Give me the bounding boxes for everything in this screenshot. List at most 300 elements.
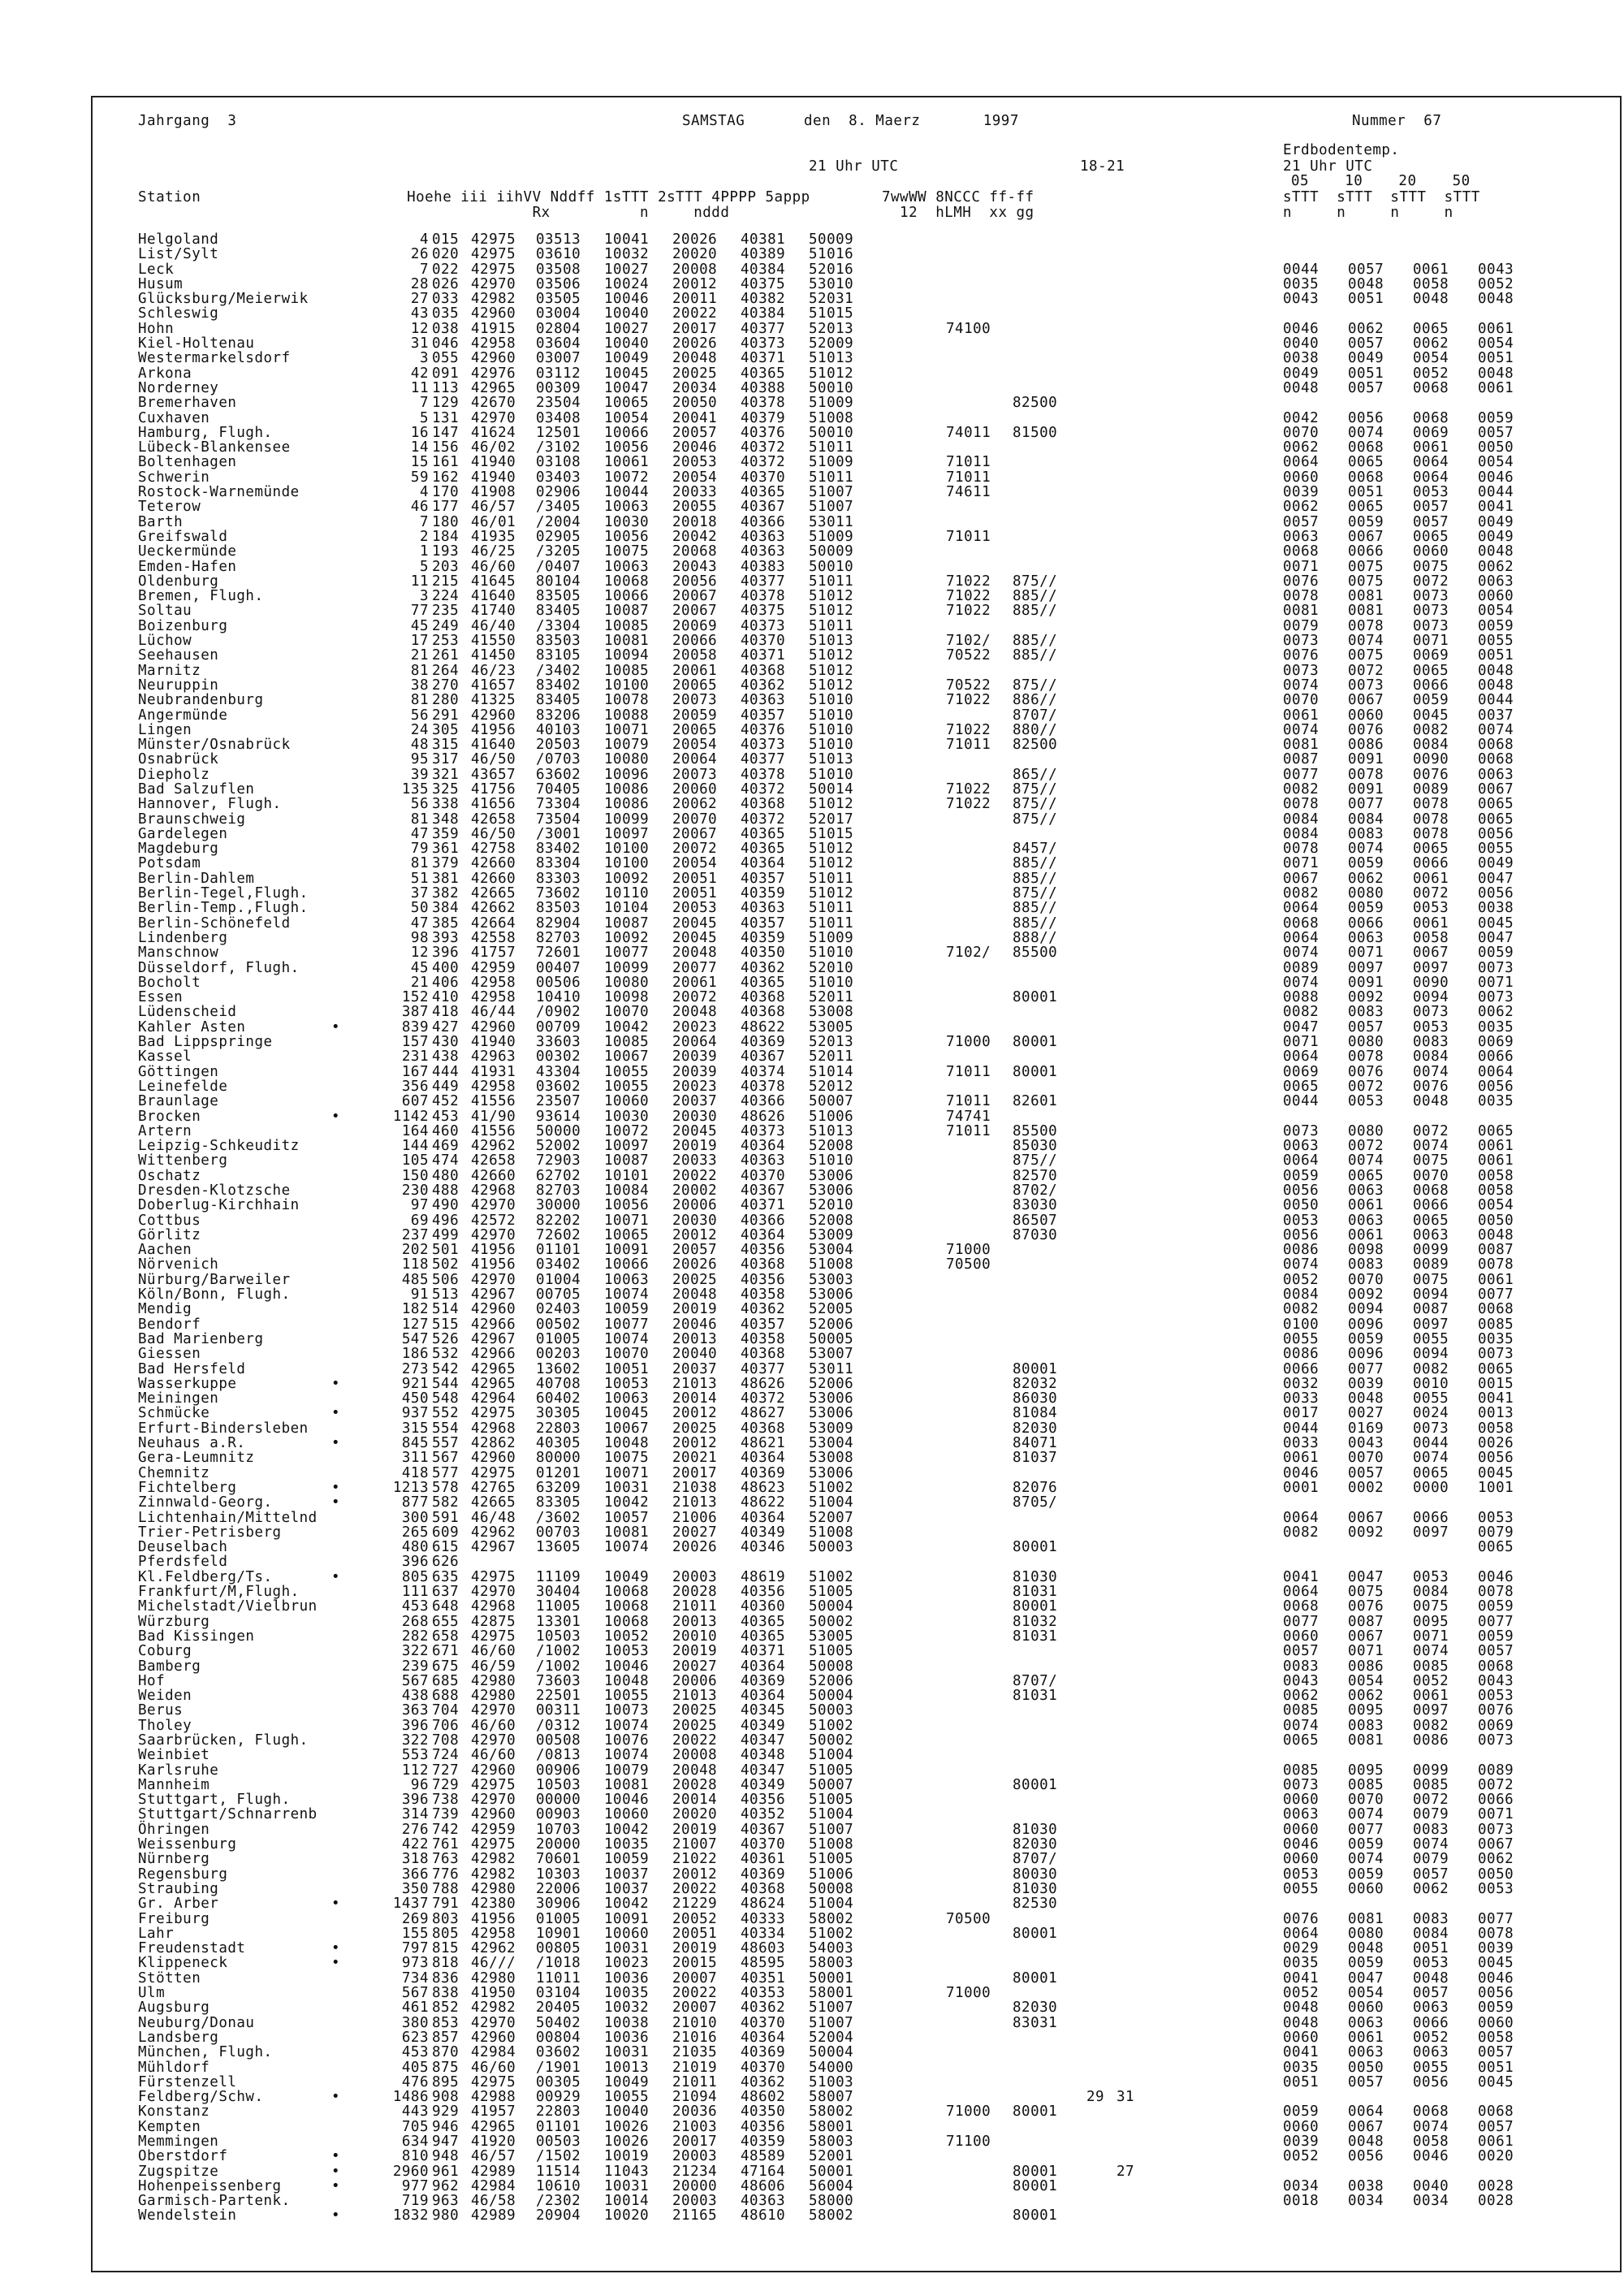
station-row xyxy=(0,1481,1624,1495)
soil-10: 0098 xyxy=(1348,1242,1384,1259)
station-name: Michelstadt/Vielbrun xyxy=(138,1598,317,1615)
group-1sttt: 10066 xyxy=(604,588,650,605)
group-nddff: 40305 xyxy=(536,1435,581,1452)
group-2sttt: 20012 xyxy=(672,1865,718,1883)
soil-10: 0048 xyxy=(1348,275,1384,292)
group-5appp: 51009 xyxy=(809,528,854,545)
group-iihvv: 42958 xyxy=(471,989,516,1006)
soil-05: 0100 xyxy=(1283,1316,1320,1333)
station-row xyxy=(0,1153,1624,1168)
group-4pppp: 40372 xyxy=(741,1390,786,1407)
station-name: Lüdenscheid xyxy=(138,1004,237,1021)
station-id: 270 xyxy=(432,677,460,694)
group-iihvv: 42966 xyxy=(471,1346,516,1363)
soil-10: 0095 xyxy=(1348,1762,1384,1779)
group-2sttt: 20051 xyxy=(672,885,718,902)
station-name: Weiden xyxy=(138,1688,192,1705)
soil-10: 0071 xyxy=(1348,1643,1384,1660)
soil-10: 0084 xyxy=(1348,811,1384,828)
group-2sttt: 21007 xyxy=(672,1836,718,1853)
soil-50: 0054 xyxy=(1478,603,1514,620)
station-id: 444 xyxy=(432,1063,460,1080)
station-row xyxy=(0,1540,1624,1554)
group-1sttt: 10026 xyxy=(604,2118,650,2135)
station-id: 948 xyxy=(432,2148,460,2165)
group-iihvv: 41/90 xyxy=(471,1108,516,1125)
station-name: Bad Salzuflen xyxy=(138,780,255,798)
group-nddff: 11005 xyxy=(536,1598,581,1615)
station-id: 438 xyxy=(432,1048,460,1066)
elevation: 921 xyxy=(401,1375,429,1392)
station-name: Manschnow xyxy=(138,945,219,962)
group-4pppp: 40359 xyxy=(741,885,786,902)
station-id: 170 xyxy=(432,484,460,501)
station-row xyxy=(0,1659,1624,1674)
group-nddff: 83402 xyxy=(536,841,581,858)
soil-50: 0065 xyxy=(1478,1122,1514,1139)
soil-20: 0082 xyxy=(1413,1717,1449,1734)
station-id: 708 xyxy=(432,1731,460,1749)
soil-50: 0057 xyxy=(1478,1643,1514,1660)
soil-10: 0081 xyxy=(1348,1910,1384,1927)
station-name: Zinnwald-Georg. xyxy=(138,1494,273,1511)
station-row xyxy=(0,1317,1624,1332)
group-iihvv: 41931 xyxy=(471,1063,516,1080)
soil-20: 0052 xyxy=(1413,2029,1449,2046)
group-iihvv: 41935 xyxy=(471,528,516,545)
group-1sttt: 10074 xyxy=(604,1330,650,1347)
group-2sttt: 20064 xyxy=(672,751,718,768)
soil-05: 0069 xyxy=(1283,1063,1320,1080)
group-1sttt: 10085 xyxy=(604,662,650,679)
soil-50: 0071 xyxy=(1478,974,1514,991)
station-row xyxy=(0,797,1624,811)
station-row xyxy=(0,277,1624,292)
elevation: 46 xyxy=(410,499,429,516)
elevation: 150 xyxy=(401,1167,429,1184)
station-row xyxy=(0,2194,1624,2208)
elevation: 805 xyxy=(401,1568,429,1585)
station-name: Diepholz xyxy=(138,766,210,783)
station-row xyxy=(0,455,1624,469)
soil-10: 0002 xyxy=(1348,1479,1384,1496)
station-name: Saarbrücken, Flugh. xyxy=(138,1731,309,1749)
station-name: Leinefelde xyxy=(138,1078,228,1095)
elevation: 11 xyxy=(410,573,429,590)
group-2sttt: 20017 xyxy=(672,1464,718,1481)
group-8nccc: 81030 xyxy=(1013,1821,1058,1838)
group-2sttt: 20030 xyxy=(672,1212,718,1229)
group-1sttt: 10077 xyxy=(604,1316,650,1333)
group-2sttt: 20048 xyxy=(672,350,718,367)
group-nddff: 23507 xyxy=(536,1093,581,1110)
group-8nccc: 80001 xyxy=(1013,2177,1058,2194)
station-id: 338 xyxy=(432,796,460,813)
group-iihvv: 42765 xyxy=(471,1479,516,1496)
group-iihvv: 42968 xyxy=(471,1420,516,1437)
group-1sttt: 10036 xyxy=(604,2029,650,2046)
group-4pppp: 40347 xyxy=(741,1762,786,1779)
group-1sttt: 10070 xyxy=(604,1004,650,1021)
group-5appp: 53011 xyxy=(809,513,854,530)
elevation: 443 xyxy=(401,2103,429,2121)
soil-50: 0065 xyxy=(1478,796,1514,813)
group-8nccc: 85030 xyxy=(1013,1138,1058,1155)
group-5appp: 51006 xyxy=(809,1865,854,1883)
group-8nccc: 885// xyxy=(1013,914,1058,932)
group-iihvv: 42965 xyxy=(471,379,516,396)
soil-50: 0061 xyxy=(1478,2134,1514,2150)
group-1sttt: 10027 xyxy=(604,261,650,278)
group-nddff: 50000 xyxy=(536,1122,581,1139)
group-nddff: 83405 xyxy=(536,692,581,709)
soil-50: 0026 xyxy=(1478,1435,1514,1452)
group-2sttt: 20061 xyxy=(672,974,718,991)
group-nddff: /3001 xyxy=(536,825,581,842)
elevation: 396 xyxy=(401,1554,429,1571)
group-2sttt: 20054 xyxy=(672,737,718,754)
group-iihvv: 42975 xyxy=(471,2073,516,2090)
soil-20: 0060 xyxy=(1413,543,1449,560)
elevation: 98 xyxy=(410,929,429,946)
group-1sttt: 10068 xyxy=(604,1613,650,1630)
group-5appp: 51005 xyxy=(809,1762,854,1779)
group-5appp: 53009 xyxy=(809,1226,854,1243)
soil-05: 0082 xyxy=(1283,1524,1320,1541)
station-row xyxy=(0,752,1624,767)
group-1sttt: 10031 xyxy=(604,2044,650,2061)
soil-10: 0080 xyxy=(1348,1034,1384,1051)
station-name: Nörvenich xyxy=(138,1256,219,1273)
soil-05: 0055 xyxy=(1283,1880,1320,1897)
group-5appp: 52031 xyxy=(809,291,854,308)
group-1sttt: 10045 xyxy=(604,365,650,382)
soil-05: 0064 xyxy=(1283,1509,1320,1526)
soil-50: 0061 xyxy=(1478,1138,1514,1155)
high-station-mark: • xyxy=(331,2207,341,2224)
station-name: Schwerin xyxy=(138,469,210,486)
soil-10: 0034 xyxy=(1348,2193,1384,2210)
group-5appp: 53005 xyxy=(809,1018,854,1035)
elevation: 396 xyxy=(401,1792,429,1809)
soil-05: 0034 xyxy=(1283,2177,1320,2194)
soil-05: 0064 xyxy=(1283,454,1320,471)
group-5appp: 52008 xyxy=(809,1212,854,1229)
soil-50: 0056 xyxy=(1478,1985,1514,2002)
group-8nccc: 888// xyxy=(1013,929,1058,946)
group-1sttt: 11043 xyxy=(604,2163,650,2180)
soil-10: 0094 xyxy=(1348,1301,1384,1318)
soil-10: 0067 xyxy=(1348,1628,1384,1645)
group-8nccc: 8457/ xyxy=(1013,841,1058,858)
elevation: 15 xyxy=(410,454,429,471)
group-iihvv: 42962 xyxy=(471,1940,516,1957)
group-iihvv: 41556 xyxy=(471,1122,516,1139)
group-iihvv: 42960 xyxy=(471,1450,516,1467)
group-5appp: 51004 xyxy=(809,1747,854,1764)
elevation: 95 xyxy=(410,751,429,768)
station-id: 193 xyxy=(432,543,460,560)
soil-20: 0084 xyxy=(1413,737,1449,754)
soil-10: 0054 xyxy=(1348,1672,1384,1689)
group-nddff: 20503 xyxy=(536,737,581,754)
soil-50: 0073 xyxy=(1478,1731,1514,1749)
group-1sttt: 10061 xyxy=(604,454,650,471)
group-nddff: 83503 xyxy=(536,633,581,650)
station-table xyxy=(0,232,1624,2224)
group-iihvv: 46/50 xyxy=(471,825,516,842)
group-iihvv: 41645 xyxy=(471,573,516,590)
group-2sttt: 20030 xyxy=(672,1108,718,1125)
soil-50: 0069 xyxy=(1478,1717,1514,1734)
group-5appp: 51010 xyxy=(809,945,854,962)
group-7wwww: 71011 xyxy=(946,1122,991,1139)
soil-05: 0042 xyxy=(1283,409,1320,426)
soil-50: 0045 xyxy=(1478,1464,1514,1481)
station-name: Regensburg xyxy=(138,1865,228,1883)
station-name: Braunlage xyxy=(138,1093,219,1110)
group-nddff: 13605 xyxy=(536,1539,581,1556)
group-iihvv: 46/59 xyxy=(471,1658,516,1675)
group-1sttt: 10091 xyxy=(604,1910,650,1927)
station-name: Cottbus xyxy=(138,1212,201,1229)
group-1sttt: 10023 xyxy=(604,1955,650,1972)
group-2sttt: 21234 xyxy=(672,2163,718,2180)
group-1sttt: 10087 xyxy=(604,914,650,932)
station-row xyxy=(0,426,1624,440)
group-5appp: 50008 xyxy=(809,1658,854,1675)
elevation: 705 xyxy=(401,2118,429,2135)
station-row xyxy=(0,708,1624,723)
group-2sttt: 20002 xyxy=(672,1182,718,1199)
elevation: 118 xyxy=(401,1256,429,1273)
group-1sttt: 10035 xyxy=(604,1985,650,2002)
station-row xyxy=(0,975,1624,990)
station-row xyxy=(0,961,1624,975)
soil-20: 0046 xyxy=(1413,2148,1449,2165)
group-8nccc: 82570 xyxy=(1013,1167,1058,1184)
group-nddff: 11109 xyxy=(536,1568,581,1585)
group-4pppp: 40375 xyxy=(741,275,786,292)
group-5appp: 53009 xyxy=(809,1420,854,1437)
group-8nccc: 82601 xyxy=(1013,1093,1058,1110)
group-iihvv: 41656 xyxy=(471,796,516,813)
group-4pppp: 40367 xyxy=(741,1182,786,1199)
elevation: 45 xyxy=(410,959,429,976)
station-name: Boltenhagen xyxy=(138,454,237,471)
elevation: 51 xyxy=(410,870,429,887)
station-id: 325 xyxy=(432,780,460,798)
station-id: 803 xyxy=(432,1910,460,1927)
group-5appp: 58003 xyxy=(809,2134,854,2150)
soil-50: 0066 xyxy=(1478,1792,1514,1809)
group-nddff: 12501 xyxy=(536,424,581,441)
group-nddff: /2004 xyxy=(536,513,581,530)
group-5appp: 52006 xyxy=(809,1316,854,1333)
station-name: Stuttgart/Schnarrenb xyxy=(138,1806,317,1823)
group-2sttt: 21006 xyxy=(672,1509,718,1526)
group-5appp: 53004 xyxy=(809,1242,854,1259)
group-8nccc: 8707/ xyxy=(1013,1851,1058,1868)
group-5appp: 50004 xyxy=(809,1688,854,1705)
soil-10: 0051 xyxy=(1348,484,1384,501)
station-row xyxy=(0,693,1624,707)
group-5appp: 53006 xyxy=(809,1390,854,1407)
elevation: 237 xyxy=(401,1226,429,1243)
group-5appp: 50010 xyxy=(809,424,854,441)
station-id: 526 xyxy=(432,1330,460,1347)
group-8nccc: 85500 xyxy=(1013,945,1058,962)
soil-20: 0024 xyxy=(1413,1405,1449,1422)
station-name: Frankfurt/M,Flugh. xyxy=(138,1584,300,1601)
soil-50: 0053 xyxy=(1478,1880,1514,1897)
group-5appp: 51011 xyxy=(809,870,854,887)
group-nddff: /0407 xyxy=(536,558,581,575)
group-4pppp: 40378 xyxy=(741,766,786,783)
elevation: 318 xyxy=(401,1851,429,1868)
station-id: 513 xyxy=(432,1286,460,1303)
group-1sttt: 10100 xyxy=(604,841,650,858)
group-5appp: 50001 xyxy=(809,2163,854,2180)
group-2sttt: 20028 xyxy=(672,1776,718,1793)
group-iihvv: 42967 xyxy=(471,1330,516,1347)
elevation: 105 xyxy=(401,1152,429,1169)
elevation: 1832 xyxy=(392,2207,429,2224)
group-5appp: 53010 xyxy=(809,275,854,292)
group-2sttt: 20048 xyxy=(672,1762,718,1779)
soil-05: 0001 xyxy=(1283,1479,1320,1496)
station-row xyxy=(0,782,1624,797)
station-name: Seehausen xyxy=(138,647,219,664)
elevation: 47 xyxy=(410,914,429,932)
group-5appp: 52013 xyxy=(809,1034,854,1051)
group-5appp: 51015 xyxy=(809,825,854,842)
group-2sttt: 21003 xyxy=(672,2118,718,2135)
group-5appp: 53006 xyxy=(809,1182,854,1199)
station-id: 410 xyxy=(432,989,460,1006)
group-1sttt: 10059 xyxy=(604,1851,650,1868)
group-5appp: 51016 xyxy=(809,246,854,263)
soil-10: 0051 xyxy=(1348,291,1384,308)
elevation: 79 xyxy=(410,841,429,858)
soil-50: 0079 xyxy=(1478,1524,1514,1541)
station-id: 852 xyxy=(432,2000,460,2017)
group-iihvv: 46/40 xyxy=(471,617,516,634)
soil-50: 0054 xyxy=(1478,1197,1514,1214)
group-8nccc: 865// xyxy=(1013,766,1058,783)
group-4pppp: 40381 xyxy=(741,231,786,248)
soil-10: 0049 xyxy=(1348,350,1384,367)
station-name: Mannheim xyxy=(138,1776,210,1793)
station-row xyxy=(0,1183,1624,1198)
soil-20: 0061 xyxy=(1413,261,1449,278)
group-4pppp: 40365 xyxy=(741,974,786,991)
soil-50: 0041 xyxy=(1478,499,1514,516)
soil-10: 0059 xyxy=(1348,513,1384,530)
station-id: 655 xyxy=(432,1613,460,1630)
group-1sttt: 10080 xyxy=(604,974,650,991)
station-name: Brocken xyxy=(138,1108,201,1125)
elevation: 356 xyxy=(401,1078,429,1095)
soil-20: 0078 xyxy=(1413,811,1449,828)
elevation: 26 xyxy=(410,246,429,263)
group-4pppp: 40364 xyxy=(741,2029,786,2046)
group-iihvv: 42967 xyxy=(471,1539,516,1556)
group-8nccc: 82530 xyxy=(1013,1896,1058,1913)
soil-05: 0084 xyxy=(1283,1286,1320,1303)
group-nddff: 03513 xyxy=(536,231,581,248)
soil-50: 0073 xyxy=(1478,989,1514,1006)
group-nddff: 00805 xyxy=(536,1940,581,1957)
group-iihvv: 41940 xyxy=(471,469,516,486)
soil-50: 0051 xyxy=(1478,2059,1514,2076)
group-iihvv: 41640 xyxy=(471,588,516,605)
station-name: Tholey xyxy=(138,1717,192,1734)
station-name: Gera-Leumnitz xyxy=(138,1450,255,1467)
group-4pppp: 40370 xyxy=(741,1836,786,1853)
group-5appp: 52011 xyxy=(809,1048,854,1066)
group-4pppp: 48626 xyxy=(741,1375,786,1392)
station-id: 480 xyxy=(432,1167,460,1184)
group-nddff: 73304 xyxy=(536,796,581,813)
group-iihvv: 42975 xyxy=(471,1836,516,1853)
soil-20: 0040 xyxy=(1413,2177,1449,2194)
group-nddff: 20000 xyxy=(536,1836,581,1853)
soil-05: 0060 xyxy=(1283,469,1320,486)
group-1sttt: 10060 xyxy=(604,1806,650,1823)
soil-10: 0065 xyxy=(1348,454,1384,471)
group-8nccc: 82500 xyxy=(1013,395,1058,412)
station-row xyxy=(0,871,1624,886)
station-name: Hof xyxy=(138,1672,166,1689)
station-row xyxy=(0,1882,1624,1896)
soil-05: 0085 xyxy=(1283,1762,1320,1779)
station-id: 022 xyxy=(432,261,460,278)
group-2sttt: 20070 xyxy=(672,811,718,828)
group-1sttt: 10042 xyxy=(604,1494,650,1511)
group-nddff: 03610 xyxy=(536,246,581,263)
elevation: 845 xyxy=(401,1435,429,1452)
soil-50: 0059 xyxy=(1478,1598,1514,1615)
group-iihvv: 42960 xyxy=(471,1762,516,1779)
elevation: 485 xyxy=(401,1271,429,1288)
soil-50: 0048 xyxy=(1478,365,1514,382)
group-8nccc: 82030 xyxy=(1013,1420,1058,1437)
soil-20: 0087 xyxy=(1413,1301,1449,1318)
soil-20: 0063 xyxy=(1413,2000,1449,2017)
station-row xyxy=(0,440,1624,455)
soil-10: 0027 xyxy=(1348,1405,1384,1422)
elevation: 21 xyxy=(410,974,429,991)
group-5appp: 51011 xyxy=(809,914,854,932)
station-id: 427 xyxy=(432,1018,460,1035)
station-name: Helgoland xyxy=(138,231,219,248)
soil-20: 0068 xyxy=(1413,409,1449,426)
soil-50: 0068 xyxy=(1478,737,1514,754)
group-1sttt: 10092 xyxy=(604,929,650,946)
group-1sttt: 10046 xyxy=(604,291,650,308)
group-4pppp: 40365 xyxy=(741,484,786,501)
group-4pppp: 40370 xyxy=(741,469,786,486)
group-5appp: 51011 xyxy=(809,439,854,456)
group-nddff: 00903 xyxy=(536,1806,581,1823)
group-1sttt: 10070 xyxy=(604,1346,650,1363)
soil-10: 0054 xyxy=(1348,1985,1384,2002)
elevation: 268 xyxy=(401,1613,429,1630)
elevation: 43 xyxy=(410,305,429,322)
group-8nccc: 82030 xyxy=(1013,2000,1058,2017)
station-name: Mendig xyxy=(138,1301,192,1318)
